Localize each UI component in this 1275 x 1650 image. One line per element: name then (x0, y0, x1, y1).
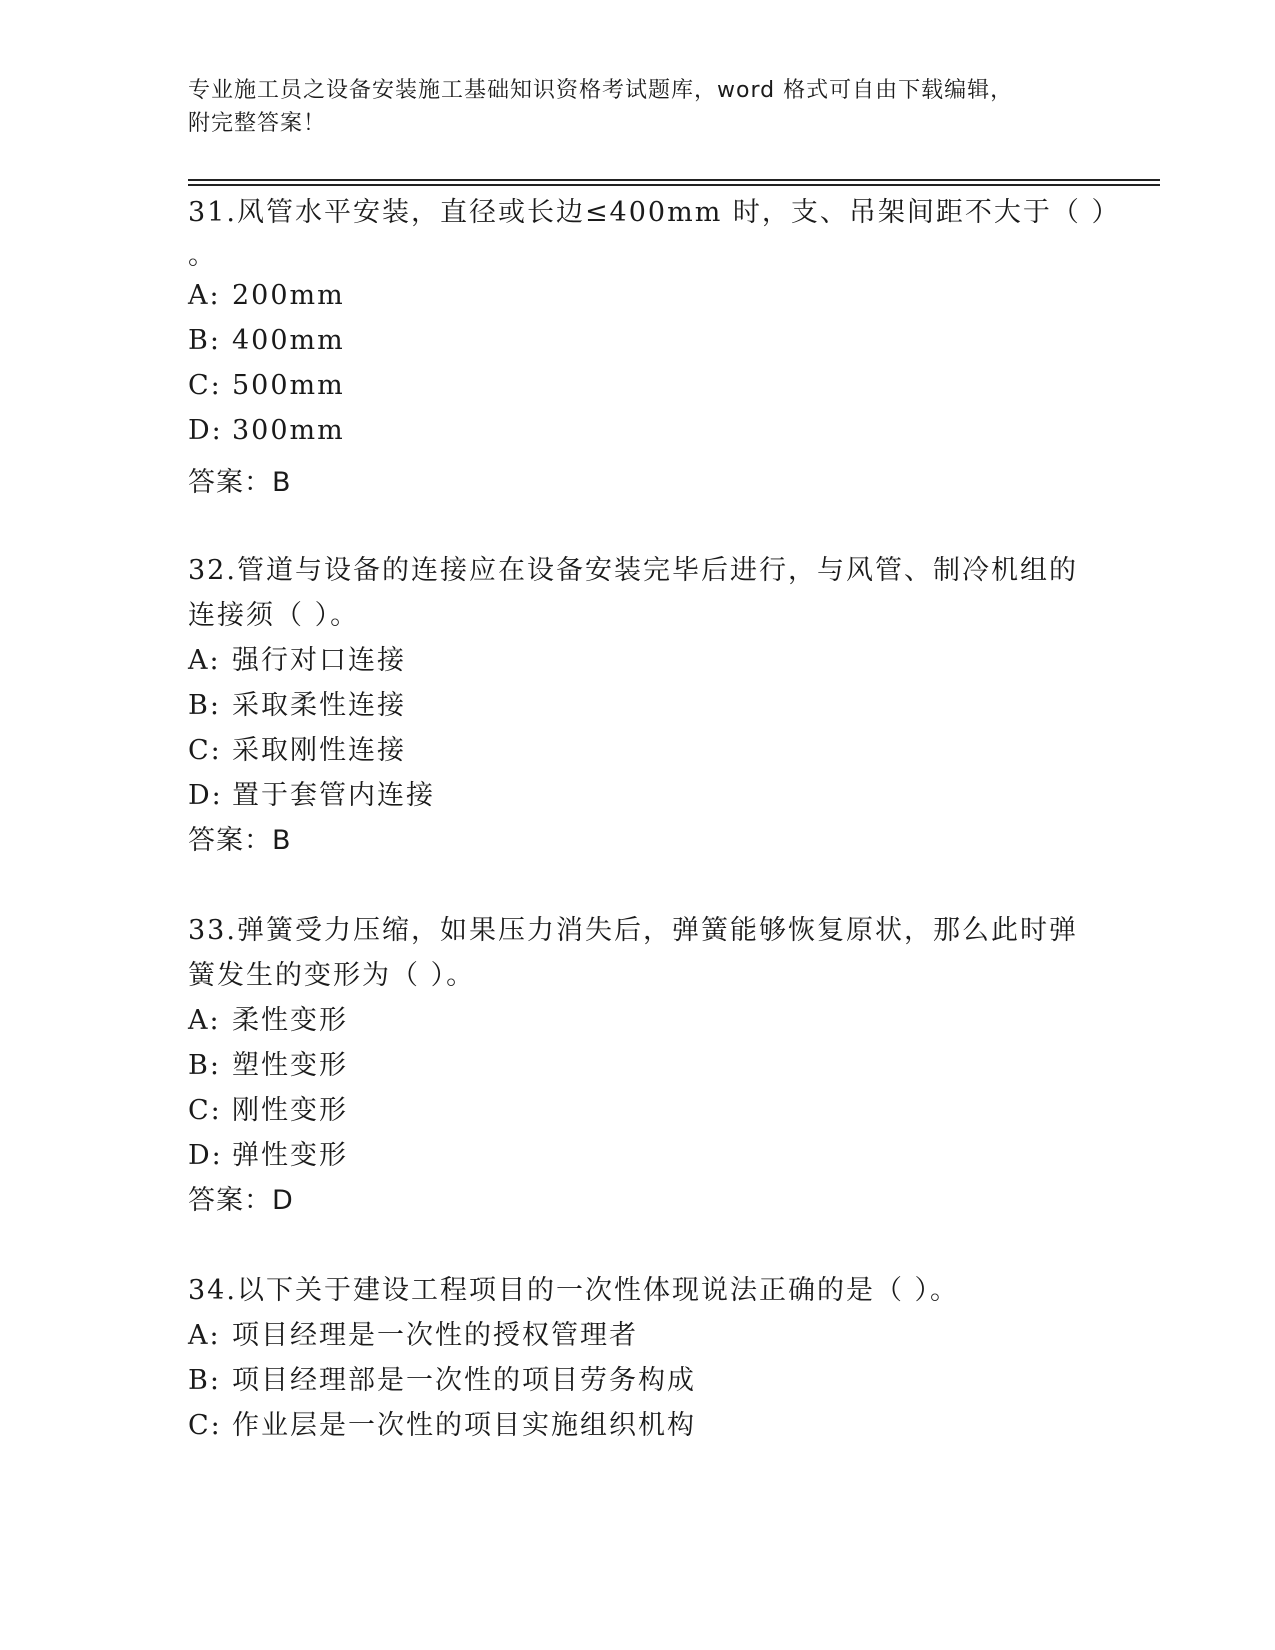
option-text: 塑性变形 (232, 1050, 348, 1081)
question-32-answer: 答案：B (188, 825, 292, 856)
option-letter: D: (188, 1140, 223, 1171)
question-31-option-b (188, 325, 345, 356)
option-letter: D: (188, 415, 223, 446)
option-letter: A: (188, 645, 221, 676)
option-text: 刚性变形 (232, 1095, 348, 1126)
option-letter: C: (188, 370, 222, 401)
question-33-option-a (188, 998, 348, 1037)
question-31-stem-line-1: 31.风管水平安装，直径或长边≤400mm 时，支、吊架间距不大于（ ） (188, 197, 1121, 228)
question-33-option-c (188, 1088, 348, 1127)
option-letter: B: (188, 325, 221, 356)
header-line-2: 附完整答案！ (188, 111, 327, 136)
question-33-option-d (188, 1133, 348, 1172)
option-letter: C: (188, 1410, 222, 1441)
question-32-stem-line-1: 32.管道与设备的连接应在设备安装完毕后进行，与风管、制冷机组的 (188, 555, 1078, 586)
document-header-note (188, 74, 1068, 140)
option-letter: B: (188, 1365, 221, 1396)
question-32-stem-line-2: 连接须（ ）。 (188, 600, 360, 631)
option-text: 500mm (232, 370, 345, 401)
option-text: 200mm (232, 280, 345, 311)
option-letter: A: (188, 280, 221, 311)
option-letter: C: (188, 735, 222, 766)
question-31-option-c (188, 370, 345, 401)
option-letter: A: (188, 1320, 221, 1351)
option-text: 采取刚性连接 (232, 735, 406, 766)
question-33-stem-line-2: 簧发生的变形为（ ）。 (188, 960, 476, 991)
option-letter: D: (188, 780, 223, 811)
question-34-option-a (188, 1313, 638, 1352)
question-31-stem-line-2: 。 (188, 240, 217, 271)
question-34-option-b (188, 1358, 696, 1397)
option-text: 300mm (232, 415, 345, 446)
option-letter: B: (188, 690, 221, 721)
option-text: 强行对口连接 (232, 645, 406, 676)
option-text: 项目经理部是一次性的项目劳务构成 (232, 1365, 696, 1396)
option-text: 作业层是一次性的项目实施组织机构 (232, 1410, 696, 1441)
question-34-stem-line-1: 34.以下关于建设工程项目的一次性体现说法正确的是（ ）。 (188, 1275, 960, 1306)
header-line-1: 专业施工员之设备安装施工基础知识资格考试题库，word 格式可自由下载编辑， (188, 78, 1014, 103)
question-32-option-a (188, 638, 406, 677)
option-text: 柔性变形 (232, 1005, 348, 1036)
option-letter: C: (188, 1095, 222, 1126)
header-divider-top (188, 179, 1160, 181)
header-divider-bottom (188, 184, 1160, 186)
option-text: 置于套管内连接 (232, 780, 435, 811)
option-letter: A: (188, 1005, 221, 1036)
question-32-option-d (188, 773, 435, 812)
question-32-option-b (188, 683, 406, 722)
option-text: 弹性变形 (232, 1140, 348, 1171)
option-letter: B: (188, 1050, 221, 1081)
question-34-option-c (188, 1403, 696, 1442)
option-text: 项目经理是一次性的授权管理者 (232, 1320, 638, 1351)
option-text: 400mm (232, 325, 345, 356)
question-33-answer: 答案：D (188, 1185, 294, 1216)
option-text: 采取柔性连接 (232, 690, 406, 721)
question-31-answer: 答案：B (188, 467, 292, 498)
question-31-option-d (188, 415, 345, 446)
question-32-option-c (188, 728, 406, 767)
question-33-stem-line-1: 33.弹簧受力压缩，如果压力消失后，弹簧能够恢复原状，那么此时弹 (188, 915, 1078, 946)
question-31-option-a (188, 280, 345, 311)
question-33-option-b (188, 1043, 348, 1082)
